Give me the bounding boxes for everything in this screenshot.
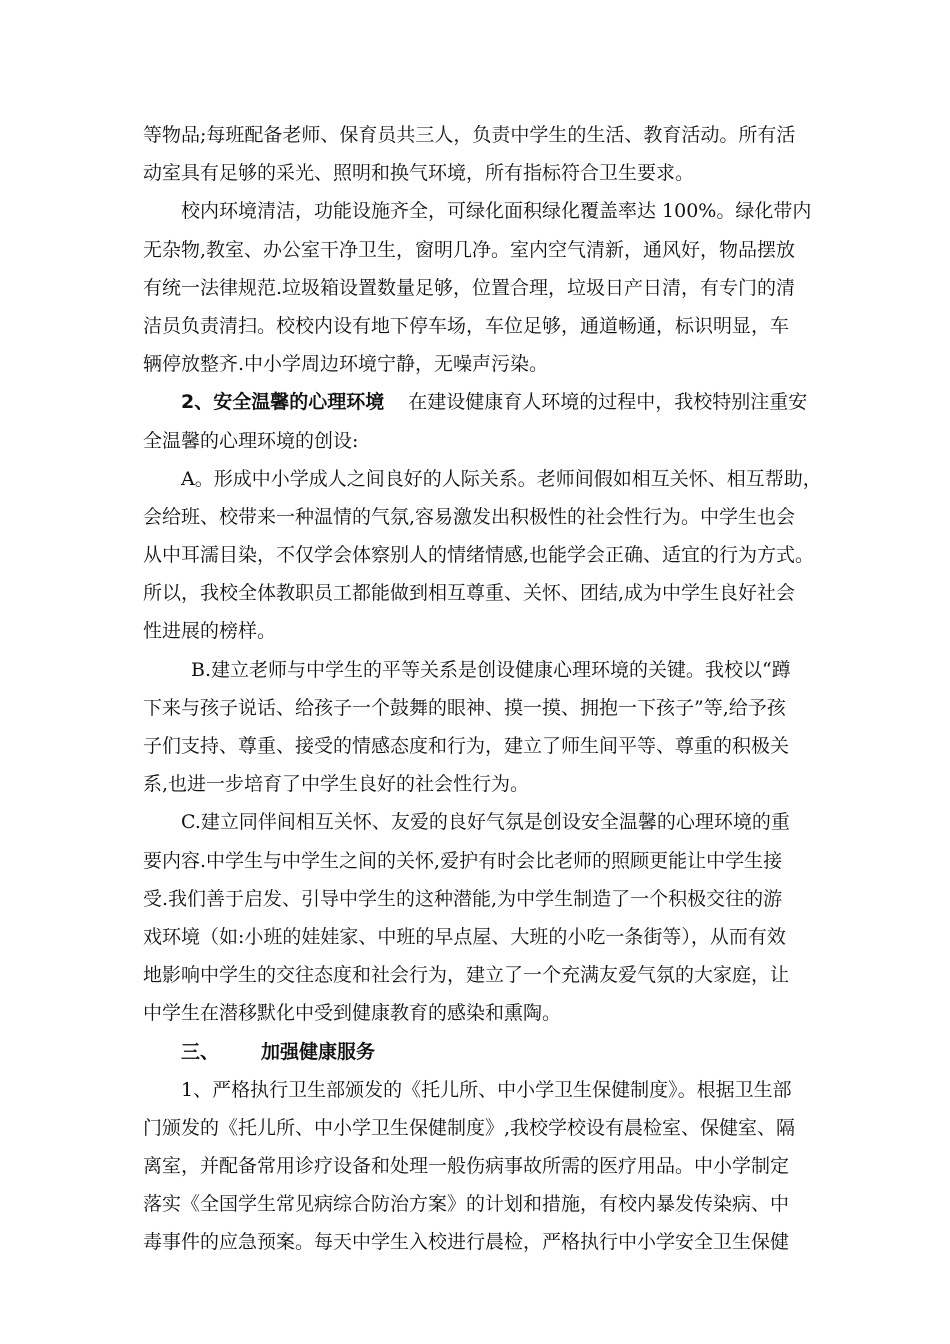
section-heading: 加强健康服务	[261, 1040, 376, 1063]
text-line: 性进展的榜样。	[143, 620, 277, 643]
text-line: 从中耳濡目染，不仅学会体察别人的情绪情感,也能学会正确、适宜的行为方式。	[143, 544, 815, 567]
text-line: 等物品;每班配备老师、保育员共三人，负责中学生的生活、教育活动。所有活	[143, 124, 796, 146]
document-body	[143, 116, 823, 1262]
section-number: 三、	[181, 1040, 220, 1063]
text-line: 子们支持、尊重、接受的情感态度和行为，建立了师生间平等、尊重的积极关	[143, 735, 790, 757]
section-heading-line	[143, 383, 823, 421]
text-line: B.建立老师与中学生的平等关系是创设健康心理环境的关键。我校以“蹲	[191, 658, 791, 681]
text-line: 系,也进一步培育了中学生良好的社会性行为。	[143, 773, 530, 796]
text-line: 门颁发的《托儿所、中小学卫生保健制度》,我校学校设有晨检室、保健室、隔	[143, 1116, 796, 1139]
text-line: 地影响中学生的交往态度和社会行为，建立了一个充满友爱气氛的大家庭，让	[143, 964, 790, 987]
section-heading-line	[143, 1033, 823, 1071]
text-line: 戏环境（如:小班的娃娃家、中班的早点屋、大班的小吃一条街等），从而有效	[143, 925, 786, 948]
text-line: 中学生在潜移默化中受到健康教育的感染和熏陶。	[143, 1002, 562, 1025]
text-line: 落实《全国学生常见病综合防治方案》的计划和措施，有校内暴发传染病、中	[143, 1193, 790, 1216]
text-line: 有统一法律规范.垃圾箱设置数量足够，位置合理，垃圾日产日清，有专门的清	[143, 276, 796, 299]
text-line: 校内环境清洁，功能设施齐全，可绿化面积绿化覆盖率达 100%。绿化带内	[181, 200, 812, 223]
text-line: 辆停放整齐.中小学周边环境宁静，无噪声污染。	[143, 353, 549, 376]
text-line: 全温馨的心理环境的创设:	[143, 429, 359, 452]
text-line: 离室，并配备常用诊疗设备和处理一般伤病事故所需的医疗用品。中小学制定	[143, 1155, 790, 1178]
text-line: A。形成中小学成人之间良好的人际关系。老师间假如相互关怀、相互帮助，	[181, 467, 822, 490]
section-heading: 2、安全温馨的心理环境	[181, 391, 385, 414]
text-line: 无杂物,教室、办公室干净卫生，窗明几净。室内空气清新，通风好，物品摆放	[143, 238, 796, 261]
text-line: 要内容.中学生与中学生之间的关怀,爱护有时会比老师的照顾更能让中学生接	[143, 849, 783, 872]
text-line: 洁员负责清扫。校校内设有地下停车场，车位足够，通道畅通，标识明显，车	[143, 314, 790, 337]
text-line: 下来与孩子说话、给孩子一个鼓舞的眼神、摸一摸、拥抱一下孩子”等,给予孩	[143, 696, 786, 719]
text-line: C.建立同伴间相互关怀、友爱的良好气氛是创设安全温馨的心理环境的重	[181, 811, 790, 834]
text-line: 所以，我校全体教职员工都能做到相互尊重、关怀、团结,成为中学生良好社会	[143, 582, 796, 605]
text-line: 受.我们善于启发、引导中学生的这种潜能,为中学生制造了一个积极交往的游	[143, 887, 783, 910]
text-line: 动室具有足够的采光、照明和换气环境，所有指标符合卫生要求。	[143, 162, 695, 185]
text-line: 会给班、校带来一种温情的气氛,容易激发出积极性的社会性行为。中学生也会	[143, 505, 796, 528]
text-line-tail: 在建设健康育人环境的过程中，我校特别注重安	[408, 391, 808, 414]
text-line: 毒事件的应急预案。每天中学生入校进行晨检，严格执行中小学安全卫生保健	[143, 1231, 790, 1254]
text-line: 1、严格执行卫生部颁发的《托儿所、中小学卫生保健制度》。根据卫生部	[181, 1078, 792, 1101]
